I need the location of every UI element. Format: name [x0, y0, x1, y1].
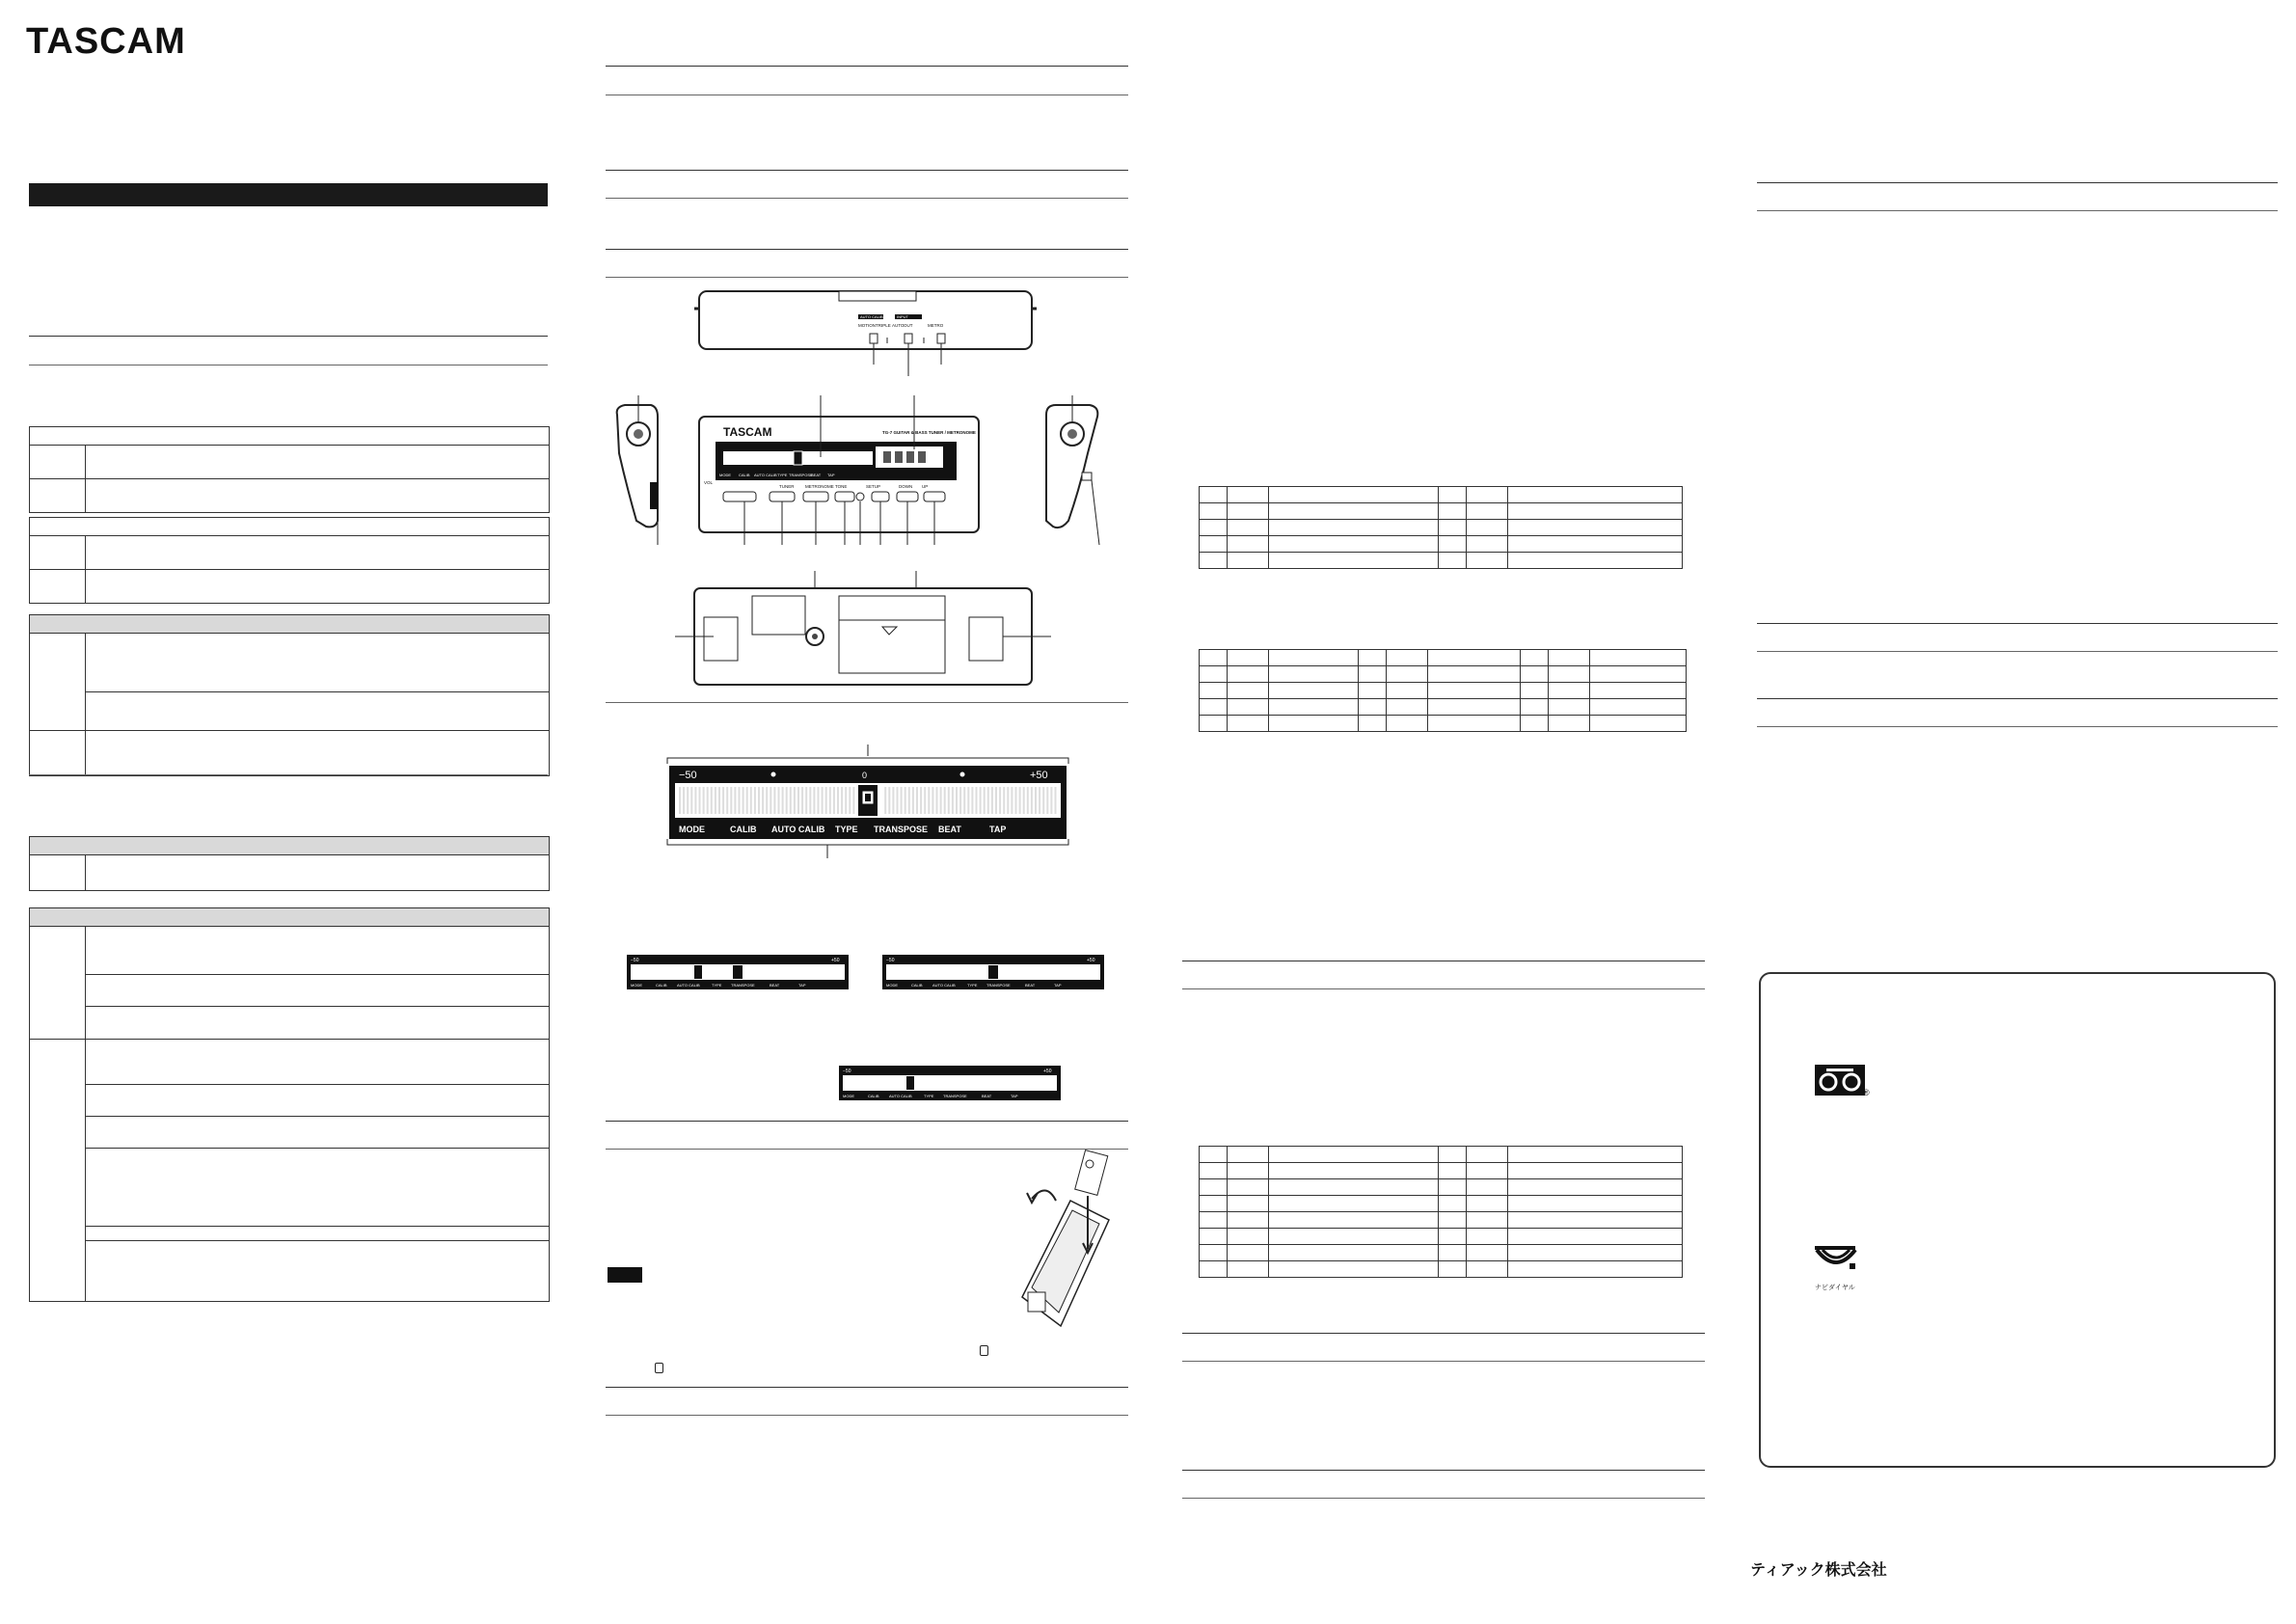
divider	[606, 170, 1128, 171]
small-label: CALIB	[656, 983, 667, 988]
meter-segment	[908, 787, 910, 814]
divider	[606, 198, 1128, 199]
meter-segment	[822, 787, 824, 814]
small-label: BEAT	[982, 1094, 992, 1098]
divider	[606, 1121, 1128, 1122]
small-label: AUTO CALIB	[889, 1094, 912, 1098]
meter-segment	[984, 787, 986, 814]
meter-segment	[837, 787, 839, 814]
meter-segment	[707, 787, 709, 814]
meter-segment	[971, 787, 973, 814]
small-label: CALIB	[911, 983, 923, 988]
scale-right: +50	[1030, 770, 1048, 781]
divider	[1182, 1470, 1705, 1471]
meter-segment	[722, 787, 724, 814]
meter-segment	[987, 787, 989, 814]
navidial-icon	[1813, 1246, 1859, 1285]
company-name: ティアック株式会社	[1750, 1560, 1887, 1579]
meter-segment	[766, 787, 768, 814]
small-label: TYPE	[924, 1094, 934, 1098]
divider	[606, 66, 1128, 67]
meter-segment	[758, 787, 760, 814]
small-label: CALIB	[868, 1094, 879, 1098]
meter-segment	[770, 787, 771, 814]
meter-segment	[773, 787, 775, 814]
meter-segment	[976, 787, 978, 814]
meter-segment	[841, 787, 843, 814]
display-label: CALIB	[730, 825, 757, 834]
divider	[1757, 182, 2278, 183]
display-label: TAP	[989, 825, 1007, 834]
small-label: TRANSPOSE	[943, 1094, 967, 1098]
display-label: MODE	[679, 825, 705, 834]
meter-segment	[679, 787, 681, 814]
meter-segment	[849, 787, 851, 814]
spec-table	[29, 517, 550, 604]
spec-table	[29, 836, 550, 891]
spec-table	[29, 614, 550, 776]
front-button-label: TONE	[835, 484, 848, 489]
scale-center: 0	[862, 771, 868, 780]
meter-segment	[734, 787, 736, 814]
spec-table	[29, 907, 550, 1302]
divider	[606, 702, 1128, 703]
meter-segment	[1019, 787, 1021, 814]
divider	[1757, 726, 2278, 727]
meter-segment	[805, 787, 807, 814]
top-switch-label: INPUT	[897, 314, 908, 319]
divider	[29, 774, 548, 775]
top-panel-diagram	[694, 280, 1041, 386]
top-switch-label: OUT	[904, 323, 913, 328]
data-table	[1199, 649, 1687, 732]
battery-icon	[980, 1345, 988, 1356]
meter-segment	[703, 787, 705, 814]
meter-segment	[967, 787, 969, 814]
top-switch-label: AUTO	[892, 323, 905, 328]
meter-segment	[762, 787, 764, 814]
divider	[1182, 1333, 1705, 1334]
front-vol-label: VOL	[704, 480, 714, 485]
meter-segment	[932, 787, 933, 814]
meter-segment	[730, 787, 732, 814]
meter-segment	[790, 787, 792, 814]
meter-segment	[959, 787, 961, 814]
display-closeup	[665, 744, 1070, 860]
section-header-bar	[29, 183, 548, 206]
meter-segment	[794, 787, 796, 814]
small-label: MODE	[843, 1094, 854, 1098]
meter-segment	[718, 787, 720, 814]
display-label: TYPE	[835, 825, 858, 834]
small-label: TYPE	[967, 983, 978, 988]
small-display-sharp	[839, 1066, 1061, 1100]
divider	[606, 249, 1128, 250]
front-button-label: SETUP	[866, 484, 881, 489]
meter-segment	[963, 787, 965, 814]
meter-segment	[687, 787, 689, 814]
small-label: AUTO CALIB	[677, 983, 700, 988]
divider	[1757, 698, 2278, 699]
front-button-label: DOWN	[899, 484, 913, 489]
meter-segment	[746, 787, 748, 814]
meter-segment	[901, 787, 903, 814]
small-scale-right: +50	[831, 958, 840, 963]
meter-segment	[833, 787, 835, 814]
divider	[1757, 210, 2278, 211]
divider	[1182, 1361, 1705, 1362]
front-label: AUTO CALIB	[754, 473, 777, 477]
data-table	[1199, 1146, 1683, 1278]
meter-segment	[726, 787, 728, 814]
small-label: TYPE	[712, 983, 722, 988]
meter-segment	[936, 787, 938, 814]
rear-panel-diagram	[675, 569, 1051, 694]
meter-segment	[956, 787, 958, 814]
top-switch-label: METRO	[928, 323, 944, 328]
battery-install-diagram	[1003, 1143, 1128, 1336]
divider	[1182, 988, 1705, 989]
meter-segment	[944, 787, 946, 814]
front-panel-diagram	[608, 395, 1128, 550]
meter-segment	[801, 787, 803, 814]
small-label: MODE	[886, 983, 898, 988]
meter-segment	[1023, 787, 1025, 814]
meter-segment	[912, 787, 914, 814]
meter-segment	[892, 787, 894, 814]
meter-segment	[818, 787, 820, 814]
small-label: TAP	[1011, 1094, 1018, 1098]
front-label: BEAT	[811, 473, 822, 477]
front-button-label: UP	[922, 484, 929, 489]
meter-segment	[916, 787, 918, 814]
meter-segment	[920, 787, 922, 814]
meter-segment	[928, 787, 930, 814]
small-scale-right: +50	[1087, 958, 1095, 963]
divider	[1757, 623, 2278, 624]
scale-left: −50	[679, 770, 697, 781]
small-display-center	[882, 955, 1104, 989]
front-label: TAP	[827, 473, 835, 477]
top-switch-label: MOTION	[858, 323, 876, 328]
display-label: AUTO CALIB	[771, 825, 825, 834]
front-logo: TASCAM	[723, 425, 772, 439]
small-label: MODE	[631, 983, 642, 988]
divider	[29, 336, 548, 337]
front-label: TYPE	[777, 473, 788, 477]
display-label: BEAT	[938, 825, 961, 834]
meter-segment	[852, 787, 854, 814]
front-label: TRANSPOSE	[789, 473, 813, 477]
meter-segment	[1027, 787, 1029, 814]
meter-segment	[683, 787, 685, 814]
meter-segment	[948, 787, 950, 814]
registered-mark: ®	[1863, 1088, 1870, 1097]
small-label: TAP	[798, 983, 806, 988]
meter-segment	[884, 787, 886, 814]
meter-segment	[699, 787, 701, 814]
small-label: TRANSPOSE	[986, 983, 1011, 988]
small-scale-right: +50	[1043, 1069, 1052, 1074]
meter-segment	[991, 787, 993, 814]
navidial-caption: ナビダイヤル	[1815, 1284, 1855, 1291]
divider	[1757, 651, 2278, 652]
meter-segment	[694, 787, 696, 814]
meter-segment	[980, 787, 982, 814]
small-label: BEAT	[1025, 983, 1036, 988]
meter-segment	[829, 787, 831, 814]
meter-segment	[750, 787, 752, 814]
meter-segment	[782, 787, 784, 814]
meter-segment	[1050, 787, 1052, 814]
meter-segment	[905, 787, 906, 814]
meter-segment	[778, 787, 780, 814]
divider	[606, 277, 1128, 278]
meter-segment	[1039, 787, 1040, 814]
meter-segment	[754, 787, 756, 814]
divider	[1182, 1498, 1705, 1499]
note-marker	[608, 1267, 642, 1283]
contact-info-box	[1759, 972, 2276, 1468]
display-label: TRANSPOSE	[874, 825, 929, 834]
front-button-label: METRONOME	[805, 484, 834, 489]
front-button-label: TUNER	[779, 484, 795, 489]
meter-segment	[1055, 787, 1057, 814]
small-scale-left: −50	[843, 1069, 851, 1074]
divider	[606, 1387, 1128, 1388]
meter-segment	[845, 787, 847, 814]
meter-segment	[1015, 787, 1017, 814]
meter-segment	[1011, 787, 1013, 814]
small-label: TAP	[1054, 983, 1062, 988]
meter-segment	[924, 787, 926, 814]
small-label: AUTO CALIB	[932, 983, 956, 988]
meter-segment	[999, 787, 1001, 814]
meter-segment	[813, 787, 815, 814]
meter-segment	[690, 787, 692, 814]
small-label: TRANSPOSE	[731, 983, 755, 988]
meter-segment	[715, 787, 716, 814]
data-table	[1199, 486, 1683, 569]
meter-segment	[897, 787, 899, 814]
meter-segment	[797, 787, 799, 814]
small-display-flat	[627, 955, 849, 989]
meter-segment	[995, 787, 997, 814]
top-switch-label: TRIPLE	[876, 323, 891, 328]
small-label: BEAT	[770, 983, 780, 988]
meter-segment	[1007, 787, 1009, 814]
meter-segment	[1042, 787, 1044, 814]
front-model: TG-7 GUITAR & BASS TUNER / METRONOME	[882, 430, 976, 435]
meter-segment	[1031, 787, 1033, 814]
meter-segment	[786, 787, 788, 814]
meter-segment	[952, 787, 954, 814]
freedial-icon	[1815, 1065, 1869, 1099]
brand-logo: TASCAM	[26, 21, 186, 62]
meter-segment	[743, 787, 744, 814]
top-switch-label: AUTO CALIB	[860, 314, 883, 319]
spec-table	[29, 426, 550, 513]
meter-segment	[1003, 787, 1005, 814]
small-scale-left: −50	[886, 958, 895, 963]
divider	[606, 1415, 1128, 1416]
front-label: MODE	[719, 473, 731, 477]
meter-segment	[1035, 787, 1037, 814]
meter-segment	[809, 787, 811, 814]
meter-segment	[739, 787, 741, 814]
meter-segment	[711, 787, 713, 814]
meter-segment	[825, 787, 827, 814]
meter-segment	[888, 787, 890, 814]
battery-icon	[655, 1363, 663, 1373]
meter-segment	[1046, 787, 1048, 814]
front-label: CALIB	[739, 473, 750, 477]
small-scale-left: −50	[631, 958, 639, 963]
meter-segment	[940, 787, 942, 814]
